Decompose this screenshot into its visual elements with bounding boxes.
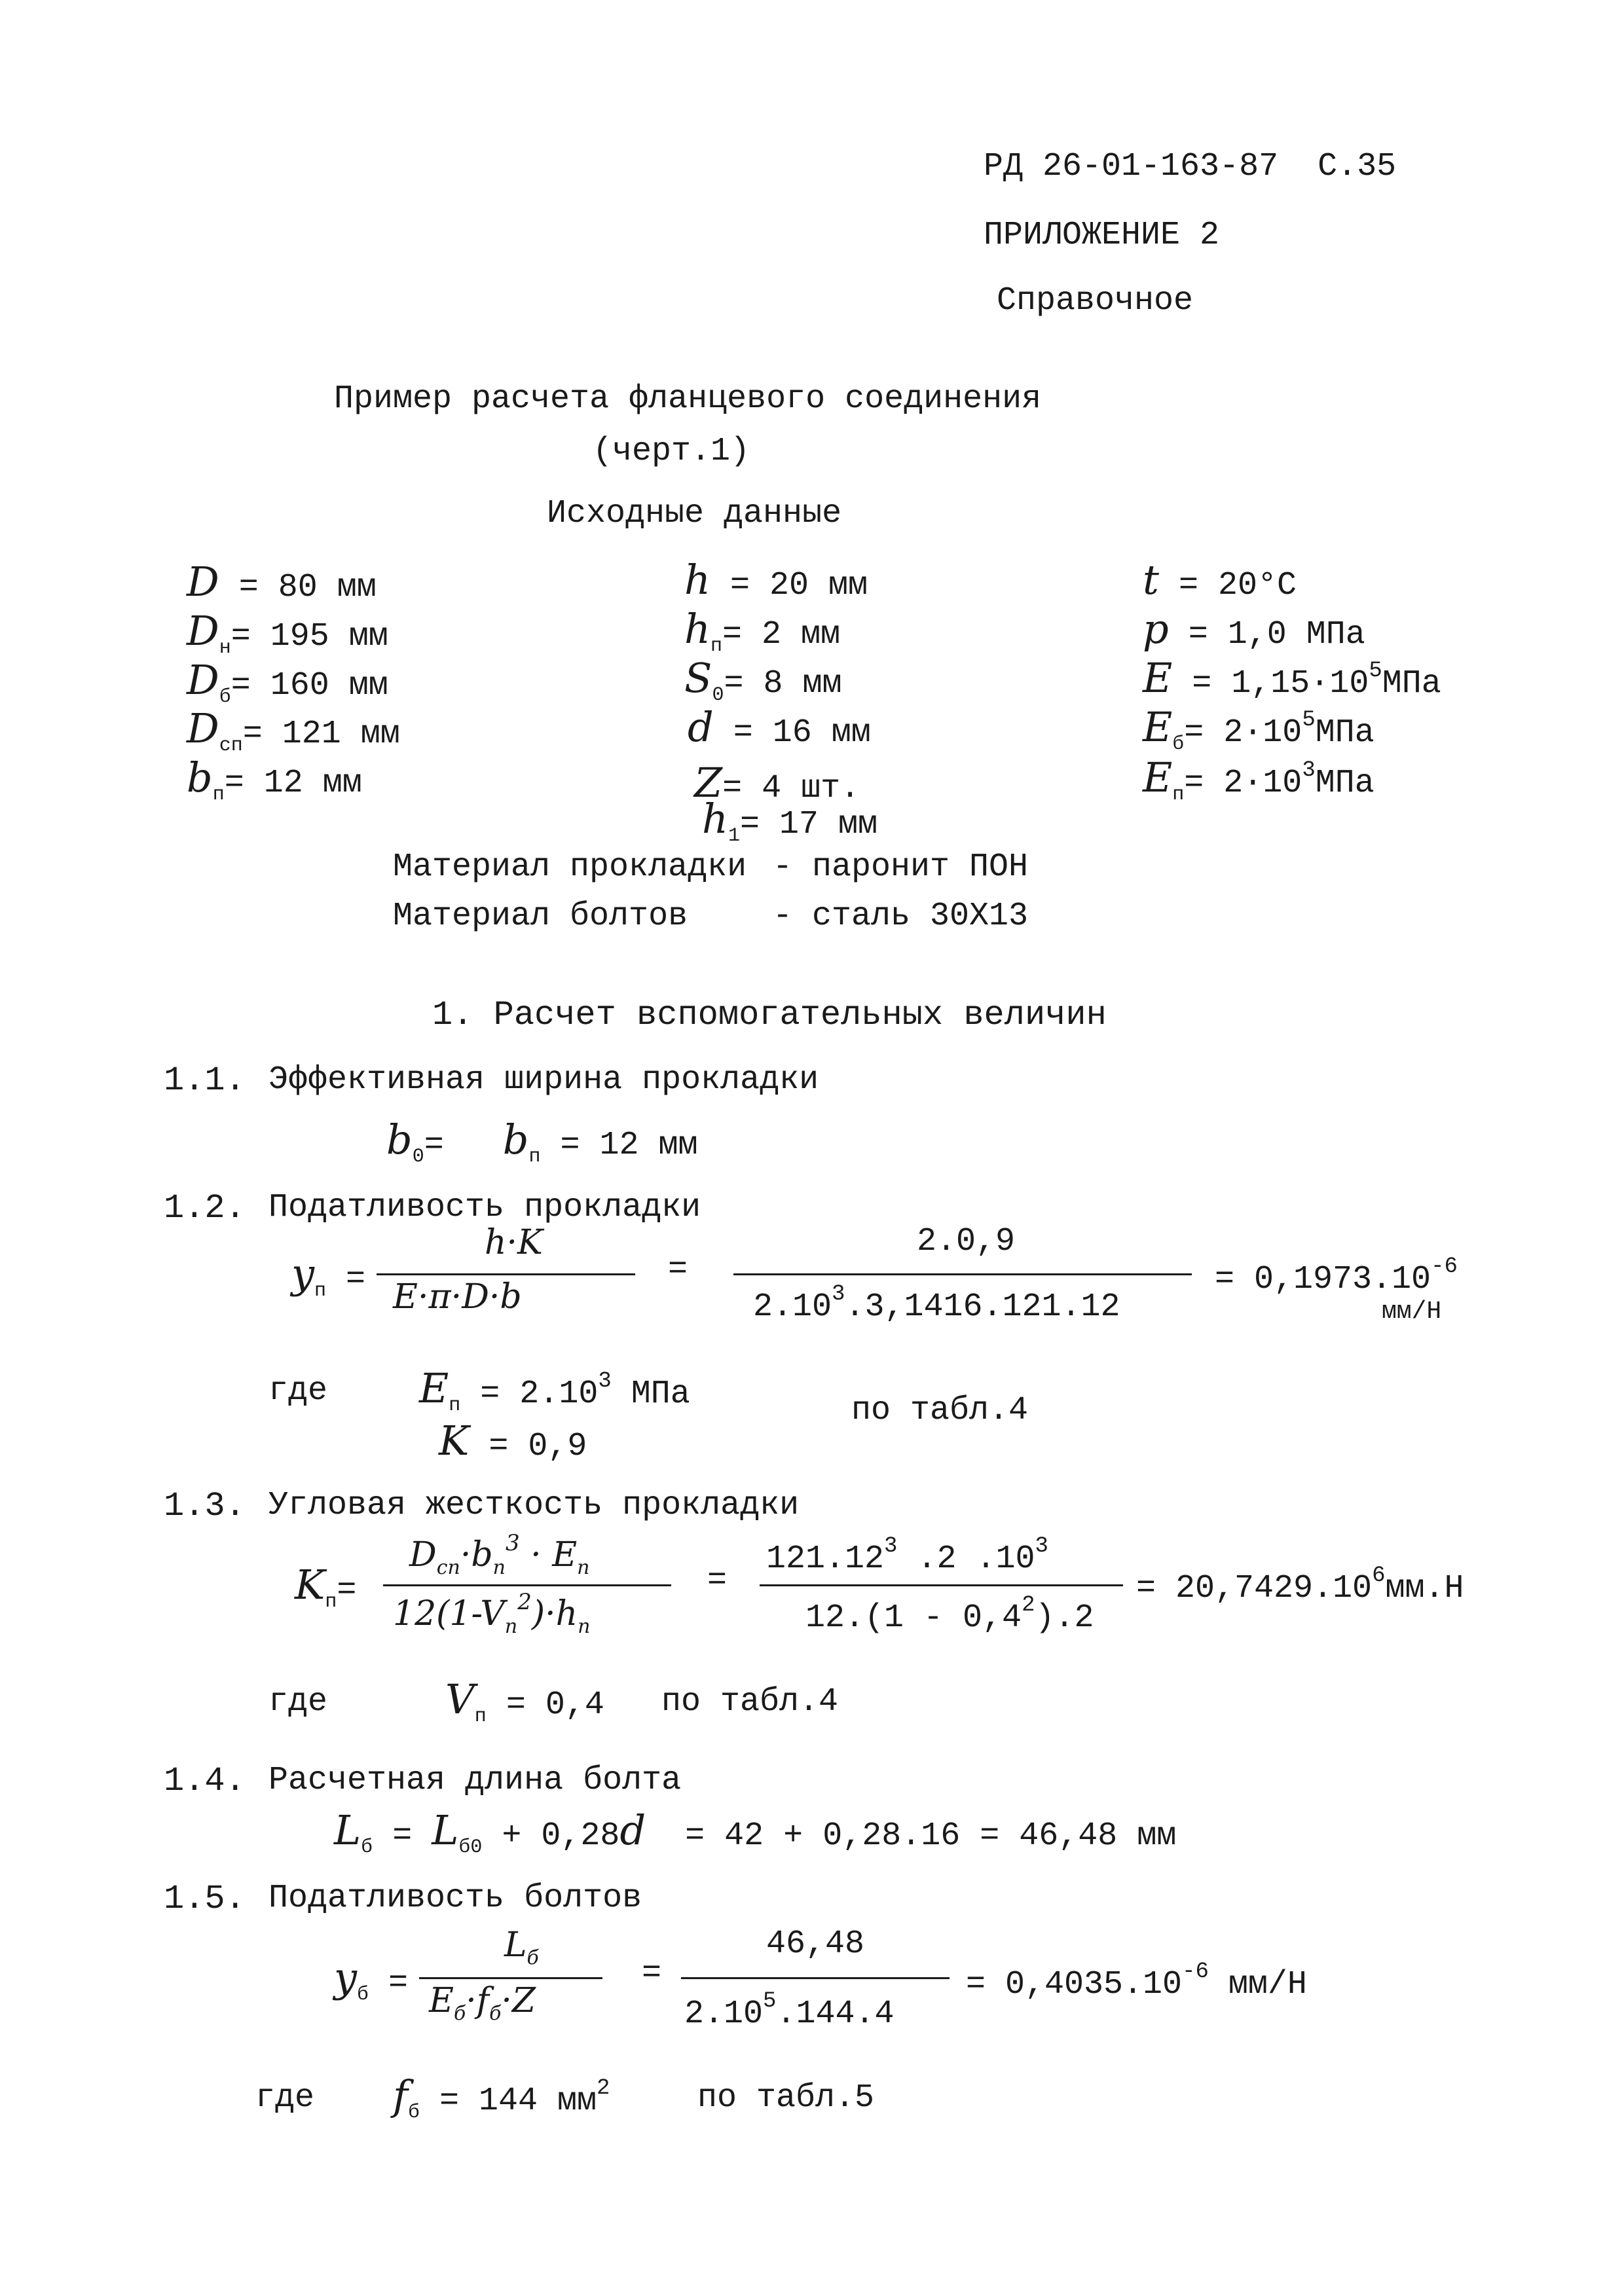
s12-where-Ep: $E_п = 2.10^3$ МПа: [419, 1364, 690, 1417]
s12-title: Податливость прокладки: [268, 1189, 701, 1226]
param-t: t = 20°C: [1143, 556, 1297, 604]
s13-title: Угловая жесткость прокладки: [268, 1487, 800, 1524]
param-Db: $D_б= 160$ мм: [187, 656, 388, 708]
appendix-label: ПРИЛОЖЕНИЕ 2: [984, 217, 1220, 254]
s12-lhs: $y_п$ =: [291, 1250, 366, 1302]
s12-den-values: 2.10$^3$.3,1416.121.12: [753, 1282, 1120, 1326]
s13-fraction-bar-2: [760, 1584, 1123, 1586]
s13-number: 1.3.: [164, 1487, 246, 1525]
s14-number: 1.4.: [164, 1762, 246, 1800]
param-p: p = 1,0 МПа: [1143, 605, 1365, 653]
s13-result: = $20,7429.10^6мм.Н$: [1136, 1563, 1464, 1607]
s12-num-expr: h·K: [485, 1223, 543, 1262]
page-title: Пример расчета фланцевого соединения: [334, 380, 1042, 418]
s15-number: 1.5.: [164, 1880, 246, 1918]
s15-fraction-bar-2: [681, 1977, 950, 1979]
gasket-material-value: - паронит ПОН: [773, 848, 1029, 886]
s13-den-values: $12.(1 - 0,4^2).2$: [805, 1593, 1094, 1637]
s13-fraction-bar-1: [383, 1584, 671, 1586]
s13-where-V: $V_п = 0,4$: [445, 1675, 604, 1728]
bolt-material-label: Материал болтов: [393, 898, 688, 935]
input-data-heading: Исходные данные: [547, 495, 842, 532]
s13-num-values: 121.12$^3$ .2 $.10^3$: [766, 1534, 1048, 1578]
param-Eb: $E_б= 2\cdot 10^5МПа$: [1143, 703, 1375, 756]
s13-lhs: $K_п=$: [295, 1561, 357, 1613]
param-S0: $S_0= 8$ мм: [684, 654, 842, 706]
param-Z: Z= 4 шт.: [694, 759, 860, 807]
s12-number: 1.2.: [164, 1189, 246, 1228]
s12-num-values: 2.0,9: [917, 1223, 1016, 1260]
s15-fraction-bar-1: [419, 1977, 602, 1979]
category-label: Справочное: [997, 282, 1194, 319]
s13-where: где: [268, 1683, 328, 1721]
s13-num-expr: $D_{сп}\cdot b_п^3 \cdot E_п$: [409, 1530, 590, 1579]
s11-title: Эффективная ширина прокладки: [268, 1061, 819, 1099]
s12-result: = $0,1973.10^{-6}$: [1215, 1254, 1458, 1298]
param-Dsp: $D_{сп}= 121$ мм: [187, 704, 400, 757]
s12-where: где: [268, 1372, 328, 1410]
s13-eq: =: [707, 1562, 728, 1599]
s15-where-f: $f_б = 144$ $мм^2$: [393, 2071, 610, 2124]
s12-unit: мм/Н: [1382, 1298, 1442, 1326]
s15-num-expr: $L_б$: [504, 1925, 539, 1969]
s15-where: где: [255, 2079, 315, 2117]
param-hp: $h_п= 2$ мм: [684, 605, 840, 657]
s15-den-values: 2.10$^5$.144.4: [684, 1989, 895, 2033]
page-number: С.35: [1318, 148, 1397, 185]
param-h1: $h_1= 17$ мм: [702, 795, 877, 847]
s15-eq: =: [642, 1955, 662, 1992]
s15-title: Податливость болтов: [268, 1880, 642, 1917]
document-code: РД 26-01-163-87 С.35: [984, 148, 1397, 185]
gasket-material-label: Материал прокладки: [393, 848, 747, 886]
s15-num-values: 46,48: [766, 1925, 865, 1963]
s12-eq: =: [668, 1251, 688, 1288]
s12-fraction-bar-1: [377, 1273, 635, 1275]
s14-title: Расчетная длина болта: [268, 1762, 682, 1799]
s12-den-expr: E·π·D·b: [393, 1277, 522, 1317]
s12-fraction-bar-2: [733, 1273, 1192, 1275]
s12-ref: по табл.4: [851, 1392, 1029, 1429]
s15-den-expr: $E_б\cdot f_б\cdot Z$: [429, 1981, 536, 2025]
param-h: h = 20 мм: [684, 556, 868, 604]
param-D: D = 80 мм: [187, 558, 377, 606]
s11-number: 1.1.: [164, 1061, 246, 1100]
s15-ref: по табл.5: [697, 2079, 875, 2117]
bolt-material-value: - сталь 30Х13: [773, 898, 1029, 935]
drawing-ref: (черт.1): [593, 433, 750, 470]
param-Dn: $D_н= 195$ мм: [187, 607, 388, 659]
param-E: $E = 1,15\cdot 10^5МПа$: [1143, 654, 1441, 702]
s13-den-expr: $12(1-V_п^2)\cdot h_п$: [393, 1589, 591, 1638]
s11-formula: $b_0= b_п = 12$ мм: [386, 1116, 698, 1168]
s15-result: = $0,4035.10^{-6}$ мм/Н: [966, 1959, 1307, 2003]
s15-lhs: $y_б$ =: [334, 1954, 409, 2006]
param-bp: $b_п= 12$ мм: [187, 754, 362, 806]
param-d: d = 16 мм: [688, 703, 871, 752]
s14-formula: $L_б = L_{б0} + 0,28d = 42 + 0,28.16 = 46,48$ мм: [334, 1806, 1177, 1859]
section-1-title: 1. Расчет вспомогательных величин: [432, 996, 1107, 1034]
param-Ep: $E_п= 2\cdot 10^3МПа$: [1143, 754, 1375, 806]
s12-where-K: K = 0,9: [439, 1417, 587, 1465]
s13-ref: по табл.4: [661, 1683, 839, 1721]
